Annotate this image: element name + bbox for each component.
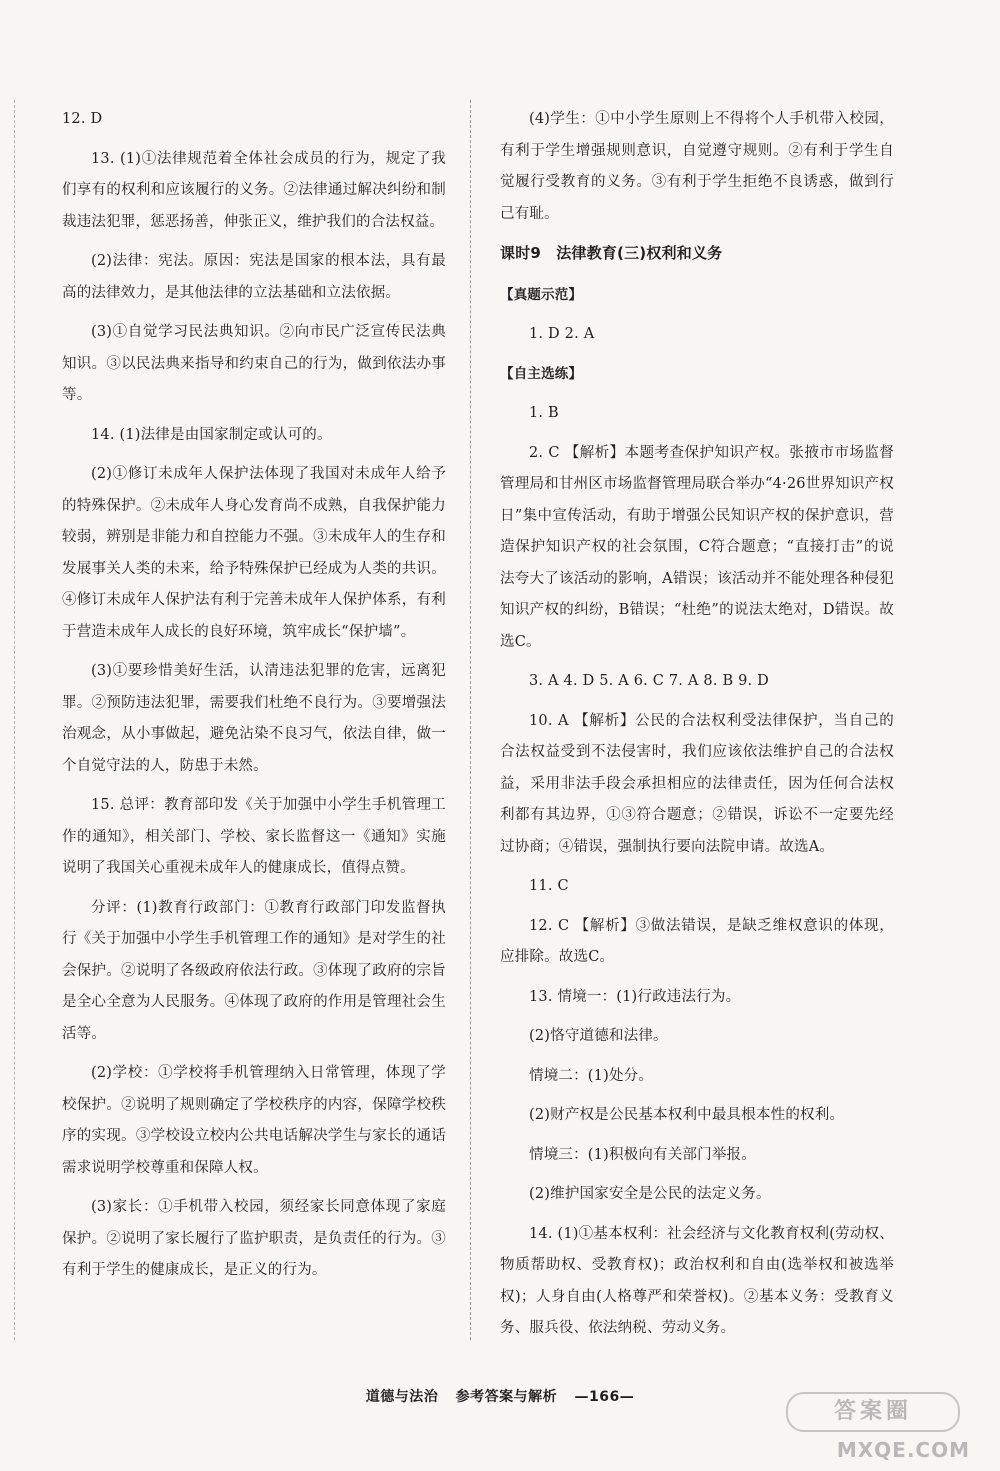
answer-paragraph: 14. (1)法律是由国家制定或认可的。: [91, 426, 332, 443]
answer-paragraph: 11. C: [529, 878, 569, 894]
binding-margin-rule: [14, 100, 15, 1340]
answer-paragraph: 14. (1)①基本权利：社会经济与文化教育权利(劳动权、物质帮助权、受教育权)；政治权利和自由(选举权和被选举权)；人身自由(人格尊严和荣誉权)。②基本义务：受教育义务、服兵役、依法纳税、劳动义务。: [500, 1225, 894, 1336]
watermark-url: MXQE.COM: [836, 1438, 970, 1462]
answer-paragraph: (3)①要珍惜美好生活，认清违法犯罪的危害，远离犯罪。②预防违法犯罪，需要我们杜绝不良行为。③要增强法治观念，从小事做起，避免沾染不良习气，依法自律，做一个自觉守法的人，防患于未然。: [62, 663, 446, 774]
answer-paragraph: 13. (1)①法律规范着全体社会成员的行为，规定了我们享有的权利和应该履行的义务。②法律通过解决纠纷和制裁违法犯罪，惩恶扬善，伸张正义，维护我们的合法权益。: [62, 150, 446, 230]
answer-paragraph: 1. B: [529, 405, 559, 421]
answer-paragraph: (4)学生：①中小学生原则上不得将个人手机带入校园，有利于学生增强规则意识，自觉遵守规则。②有利于学生自觉履行受教育的义务。③有利于学生拒绝不良诱惑，做到行己有耻。: [500, 111, 894, 222]
right-column: [500, 104, 894, 1353]
section-label-practice: 【自主选练】: [500, 365, 583, 382]
answer-paragraph: 12. C 【解析】③做法错误，是缺乏维权意识的体现，应排除。故选C。: [500, 917, 894, 965]
answer-paragraph: (2)法律：宪法。原因：宪法是国家的根本法，具有最高的法律效力，是其他法律的立法基础和立法依据。: [62, 253, 446, 301]
left-column: [62, 104, 446, 1295]
section-label-real-exam: 【真题示范】: [500, 286, 583, 303]
answer-paragraph: 13. 情境一：(1)行政违法行为。: [529, 988, 741, 1005]
footer-section: 参考答案与解析: [455, 1389, 558, 1405]
answer-paragraph: 10. A 【解析】公民的合法权利受法律保护，当自己的合法权益受到不法侵害时，我们应该依法维护自己的合法权益，采用非法手段会承担相应的法律责任，因为任何合法权利都有其边界，①③符合题意；②错误，诉讼不一定要先经过协商；④错误，强制执行要向法院申请。故选A。: [500, 712, 894, 855]
lesson-title: 课时9 法律教育(三)权利和义务: [500, 244, 723, 262]
answer-paragraph: (2)学校：①学校将手机管理纳入日常管理，体现了学校保护。②说明了规则确定了学校秩序的内容，保障学校秩序的实现。③学校设立校内公共电话解决学生与家长的通话需求说明学校尊重和保障人权。: [62, 1065, 446, 1176]
answer-paragraph: (3)家长：①手机带入校园，须经家长同意体现了家庭保护。②说明了家长履行了监护职责，是负责任的行为。③有利于学生的健康成长，是正义的行为。: [62, 1199, 446, 1278]
answer-paragraph: (2)维护国家安全是公民的法定义务。: [529, 1186, 771, 1202]
answer-paragraph: 1. D 2. A: [529, 326, 595, 342]
answer-paragraph: (3)①自觉学习民法典知识。②向市民广泛宣传民法典知识。③以民法典来指导和约束自己的行为，做到依法办事等。: [62, 324, 446, 403]
site-watermark: [720, 1392, 970, 1462]
answer-paragraph: (2)①修订未成年人保护法体现了我国对未成年人给予的特殊保护。②未成年人身心发育尚不成熟，自我保护能力较弱，辨别是非能力和自控能力不强。③未成年人的生存和发展事关人类的未来，给予特殊保护已经成为人类的共识。④修订未成年人保护法有利于完善未成年人保护体系，有利于营造未成年人成长的良好环境，筑牢成长“保护墙”。: [62, 466, 446, 640]
footer-subject: 道德与法治: [365, 1389, 439, 1405]
page-number: —166—: [574, 1389, 635, 1405]
answer-paragraph: 3. A 4. D 5. A 6. C 7. A 8. B 9. D: [529, 673, 769, 689]
watermark-logo: 答案圈: [786, 1392, 960, 1432]
column-divider: [470, 100, 471, 1340]
answer-paragraph: (2)财产权是公民基本权利中最具根本性的权利。: [529, 1107, 845, 1123]
answer-paragraph: 12. D: [62, 111, 103, 127]
answer-paragraph: 分评：(1)教育行政部门：①教育行政部门印发监督执行《关于加强中小学生手机管理工作的通知》是对学生的社会保护。②说明了各级政府依法行政。③体现了政府的宗旨是全心全意为人民服务。④体现了政府的作用是管理社会生活等。: [62, 899, 446, 1042]
answer-paragraph: 情境三：(1)积极向有关部门举报。: [529, 1146, 756, 1163]
answer-paragraph: 15. 总评：教育部印发《关于加强中小学生手机管理工作的通知》，相关部门、学校、家长监督这一《通知》实施说明了我国关心重视未成年人的健康成长，值得点赞。: [62, 797, 446, 876]
answer-paragraph: 情境二：(1)处分。: [529, 1067, 654, 1084]
answer-paragraph: 2. C 【解析】本题考查保护知识产权。张掖市市场监督管理局和甘州区市场监督管理局联合举办“4·26世界知识产权日”集中宣传活动，有助于增强公民知识产权的保护意识，营造保护知识产权的社会氛围，C符合题意；“直接打击”的说法夸大了该活动的影响，A错误；该活动并不能处理各种侵犯知识产权的纠纷，B错误；“杜绝”的说法太绝对，D错误。故选C。: [500, 444, 894, 650]
answer-paragraph: (2)恪守道德和法律。: [529, 1028, 668, 1044]
